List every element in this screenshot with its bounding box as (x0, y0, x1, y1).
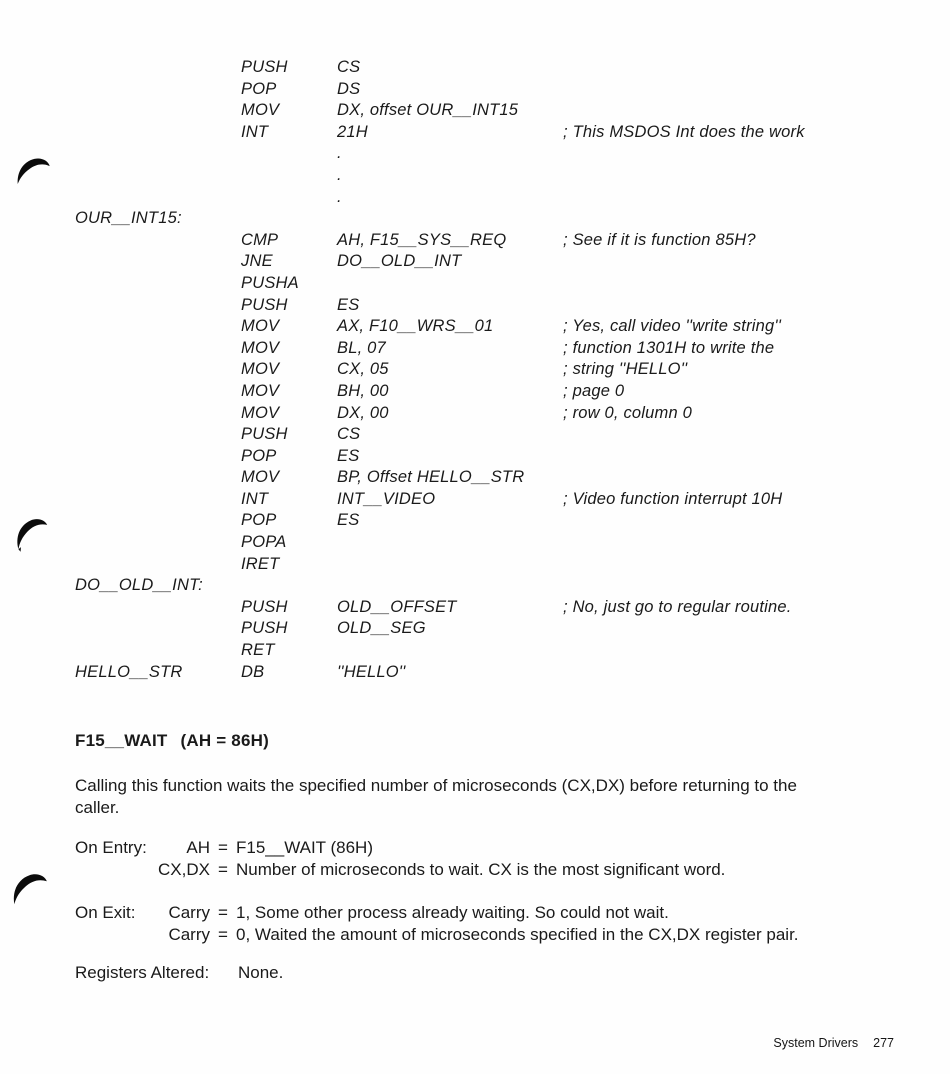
code-operand: CX, 05 (337, 360, 389, 379)
code-operand: 21H (337, 122, 368, 141)
register-name: CX,DX (158, 860, 210, 879)
footer-section-title: System Drivers (773, 1036, 859, 1050)
code-row (0, 295, 950, 317)
code-operand: DO__OLD__INT (337, 252, 462, 271)
code-row (0, 510, 950, 532)
code-mnemonic: MOV (241, 317, 280, 336)
code-mnemonic: MOV (241, 381, 280, 400)
code-mnemonic: PUSH (241, 619, 288, 638)
code-mnemonic: INT (241, 489, 269, 508)
code-operand: ES (337, 511, 360, 530)
code-operand: ''HELLO'' (337, 662, 406, 681)
register-name: AH (186, 838, 210, 857)
registers-altered-label: Registers Altered: (75, 963, 210, 982)
code-operand: CS (337, 425, 361, 444)
code-operand: BL, 07 (337, 338, 386, 357)
code-mnemonic: PUSH (241, 597, 288, 616)
footer-page-number: 277 (873, 1036, 894, 1050)
description-line: caller. (75, 798, 120, 818)
code-mnemonic: PUSHA (241, 273, 299, 292)
code-row (0, 662, 950, 684)
description-line: Calling this function waits the specified number of microseconds (CX,DX) before returning to the (75, 776, 797, 795)
function-heading (75, 731, 269, 751)
code-mnemonic: INT (241, 122, 269, 141)
code-row (0, 597, 950, 619)
assembly-code-listing (0, 57, 950, 683)
code-row (0, 424, 950, 446)
registers-altered-value: None. (238, 963, 284, 982)
code-comment: ; Yes, call video ''write string'' (563, 317, 782, 336)
code-operand: BP, Offset HELLO__STR (337, 468, 525, 487)
code-row (0, 100, 950, 122)
code-mnemonic: MOV (241, 338, 280, 357)
on-entry-section (0, 837, 950, 881)
code-row (0, 122, 950, 144)
code-operand: . (337, 144, 342, 163)
code-row (0, 338, 950, 360)
code-mnemonic: POP (241, 511, 277, 530)
code-mnemonic: MOV (241, 468, 280, 487)
code-operand: AH, F15__SYS__REQ (337, 230, 507, 249)
code-row (0, 143, 950, 165)
code-mnemonic: POP (241, 79, 277, 98)
code-row (0, 532, 950, 554)
code-operand: ES (337, 295, 360, 314)
register-value: Number of microseconds to wait. CX is the most significant word. (236, 860, 726, 879)
code-row (0, 640, 950, 662)
code-comment: ; Video function interrupt 10H (563, 489, 783, 508)
code-operand: . (337, 187, 342, 206)
code-row (0, 618, 950, 640)
code-row (0, 57, 950, 79)
code-row (0, 381, 950, 403)
register-row (0, 837, 950, 859)
function-name: F15__WAIT (75, 731, 168, 750)
code-comment: ; See if it is function 85H? (563, 230, 756, 249)
register-value: 0, Waited the amount of microseconds specified in the CX,DX register pair. (236, 925, 799, 944)
on-exit-label: On Exit: (75, 903, 136, 922)
register-name: Carry (168, 925, 210, 944)
on-exit-rows (0, 902, 950, 946)
code-row (0, 554, 950, 576)
code-comment: ; This MSDOS Int does the work (563, 122, 805, 141)
equals-sign: = (218, 860, 228, 879)
code-row (0, 251, 950, 273)
code-mnemonic: IRET (241, 554, 280, 573)
code-mnemonic: RET (241, 641, 275, 660)
code-row (0, 359, 950, 381)
code-mnemonic: PUSH (241, 295, 288, 314)
code-comment: ; string ''HELLO'' (563, 360, 688, 379)
code-operand: DS (337, 79, 361, 98)
code-mnemonic: MOV (241, 101, 280, 120)
register-row (0, 902, 950, 924)
code-label: HELLO__STR (75, 662, 183, 681)
on-entry-rows (0, 837, 950, 881)
code-row (0, 165, 950, 187)
code-mnemonic: MOV (241, 360, 280, 379)
function-args: (AH = 86H) (180, 731, 269, 750)
code-operand: ES (337, 446, 360, 465)
code-comment: ; page 0 (563, 381, 625, 400)
register-value: 1, Some other process already waiting. So could not wait. (236, 903, 669, 922)
equals-sign: = (218, 925, 228, 944)
code-row (0, 273, 950, 295)
code-comment: ; function 1301H to write the (563, 338, 775, 357)
code-mnemonic: PUSH (241, 58, 288, 76)
code-mnemonic: DB (241, 662, 265, 681)
code-operand: DX, 00 (337, 403, 389, 422)
code-operand: AX, F10__WRS__01 (337, 317, 494, 336)
register-value: F15__WAIT (86H) (236, 838, 373, 857)
on-entry-label: On Entry: (75, 838, 147, 857)
code-comment: ; No, just go to regular routine. (563, 597, 792, 616)
register-row (0, 859, 950, 881)
code-operand: CS (337, 58, 361, 76)
equals-sign: = (218, 838, 228, 857)
code-mnemonic: POPA (241, 533, 287, 552)
code-row (0, 467, 950, 489)
code-operand: OLD__OFFSET (337, 597, 457, 616)
on-exit-section (0, 902, 950, 946)
equals-sign: = (218, 903, 228, 922)
code-row (0, 403, 950, 425)
code-label: DO__OLD__INT: (75, 576, 203, 595)
code-row (0, 79, 950, 101)
code-row (0, 575, 950, 597)
code-label: OUR__INT15: (75, 209, 182, 228)
code-row (0, 316, 950, 338)
code-operand: . (337, 165, 342, 184)
code-comment: ; row 0, column 0 (563, 403, 693, 422)
code-mnemonic: MOV (241, 403, 280, 422)
code-row (0, 208, 950, 230)
function-description (75, 775, 797, 820)
code-operand: DX, offset OUR__INT15 (337, 101, 519, 120)
code-row (0, 187, 950, 209)
register-name: Carry (168, 903, 210, 922)
code-row (0, 489, 950, 511)
code-operand: BH, 00 (337, 381, 389, 400)
code-mnemonic: POP (241, 446, 277, 465)
code-operand: INT__VIDEO (337, 489, 436, 508)
code-row (0, 446, 950, 468)
code-row (0, 230, 950, 252)
code-mnemonic: JNE (241, 252, 273, 271)
register-row (0, 924, 950, 946)
code-mnemonic: CMP (241, 230, 279, 249)
code-mnemonic: PUSH (241, 425, 288, 444)
code-operand: OLD__SEG (337, 619, 426, 638)
page-footer (773, 1035, 894, 1051)
